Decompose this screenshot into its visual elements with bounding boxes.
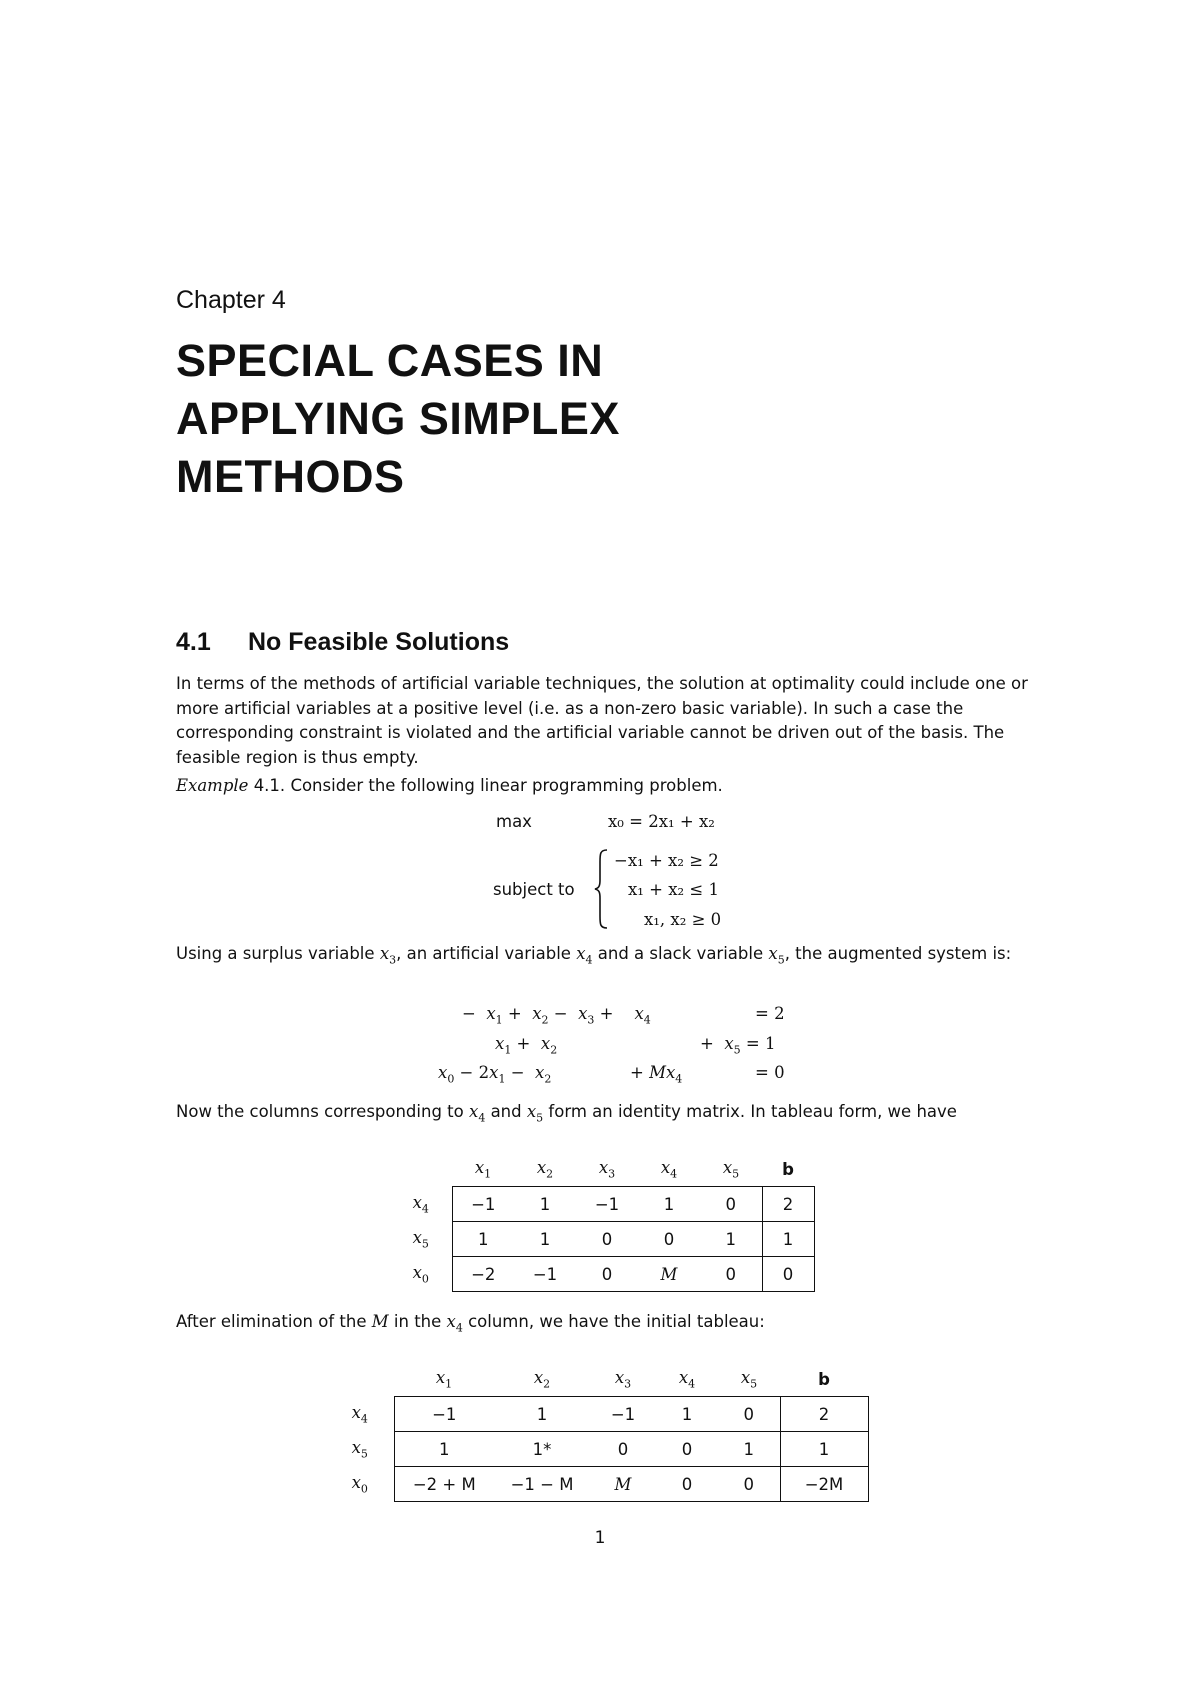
table-cell: 1 (394, 1432, 494, 1467)
table-row (338, 1432, 868, 1467)
table-cell: 0 (576, 1257, 638, 1292)
tableau-2 (338, 1362, 869, 1502)
table-cell-b: 1 (762, 1222, 814, 1257)
tableau-header: $x_5$ (722, 1157, 740, 1181)
table-cell: 0 (656, 1467, 718, 1502)
row-label: $x_5$ (412, 1227, 429, 1251)
page-number: 1 (594, 1528, 606, 1548)
example-line (176, 774, 1056, 799)
table-row (338, 1467, 868, 1502)
table-cell: −1 (576, 1187, 638, 1222)
table-cell-b: 2 (780, 1397, 868, 1432)
lp-max-label: max (496, 812, 532, 831)
table-cell: 1 (638, 1187, 700, 1222)
table-cell-b: −2M (780, 1467, 868, 1502)
table-cell: 0 (590, 1432, 656, 1467)
chapter-label: Chapter 4 (176, 286, 286, 314)
chapter-title (176, 332, 620, 506)
math-x4: $x_4$ (469, 1102, 486, 1125)
table-row (400, 1257, 814, 1292)
tableau-header: $x_2$ (533, 1367, 551, 1391)
now-paragraph (176, 1100, 1056, 1131)
augmented-eq-1: − $x_1 + x_2 - x_3$ + $x_4$ (462, 1004, 651, 1027)
table-cell: 0 (700, 1187, 762, 1222)
table-cell: M (590, 1467, 656, 1502)
text-run: After elimination of the (176, 1312, 367, 1331)
table-cell: 0 (576, 1222, 638, 1257)
example-text: Consider the following linear programming problem. (290, 776, 723, 795)
tableau-header: $x_4$ (660, 1157, 678, 1181)
augmented-eq-3: $x_0 - 2x_1 - x_2$ (438, 1063, 552, 1086)
table-cell: 0 (718, 1397, 780, 1432)
table-cell: −1 − M (494, 1467, 590, 1502)
math-x4: $x_4$ (446, 1312, 463, 1335)
table-cell-b: 0 (762, 1257, 814, 1292)
tableau-header: b (782, 1159, 794, 1179)
table-cell: 1 (452, 1222, 514, 1257)
table-cell-pivot: 1* (494, 1432, 590, 1467)
lp-subject-label: subject to (493, 880, 575, 899)
row-label: $x_4$ (412, 1192, 429, 1216)
chapter-title-line: SPECIAL CASES IN (176, 335, 604, 386)
lp-constraint: x₁ + x₂ ≤ 1 (628, 880, 719, 899)
table-cell: −2 (452, 1257, 514, 1292)
tableau-header: $x_3$ (614, 1367, 632, 1391)
table-cell: −2 + M (394, 1467, 494, 1502)
augmented-eq-2: $x_1 + x_2$ (495, 1034, 558, 1057)
augmented-rhs-3: = 0 (755, 1063, 785, 1082)
row-label: $x_4$ (351, 1402, 368, 1426)
chapter-title-line: METHODS (176, 451, 405, 502)
tableau-header: $x_1$ (474, 1157, 492, 1181)
table-cell: 1 (718, 1432, 780, 1467)
section-title: No Feasible Solutions (248, 628, 510, 656)
table-cell: 1 (700, 1222, 762, 1257)
table-cell: 0 (718, 1467, 780, 1502)
text-run: and a slack variable (597, 944, 764, 963)
augmented-rhs-1: = 2 (755, 1004, 785, 1023)
table-cell-b: 2 (762, 1187, 814, 1222)
tableau-header: $x_5$ (740, 1367, 758, 1391)
section-heading (176, 628, 509, 657)
table-cell: 1 (656, 1397, 718, 1432)
table-row (338, 1397, 868, 1432)
text-run: column, we have the initial tableau: (468, 1312, 765, 1331)
table-cell-b: 1 (780, 1432, 868, 1467)
text-run: form an identity matrix. In tableau form, we have (548, 1102, 957, 1121)
tableau-header: b (818, 1369, 830, 1389)
chapter-title-line: APPLYING SIMPLEX (176, 393, 620, 444)
math-x5: $x_5$ (526, 1102, 544, 1125)
text-run: , an artificial variable (396, 944, 571, 963)
example-number: 4.1. (253, 776, 286, 795)
table-cell: 1 (514, 1187, 576, 1222)
lp-objective: x₀ = 2x₁ + x₂ (608, 812, 715, 831)
augmented-eq-2-slack: + $x_5 = 1$ (700, 1034, 776, 1057)
table-cell: 0 (700, 1257, 762, 1292)
tableau-header: $x_2$ (536, 1157, 554, 1181)
constraint-brace (594, 848, 610, 930)
augmented-eq-3-m: + $Mx_4$ (630, 1063, 683, 1086)
table-cell: 1 (494, 1397, 590, 1432)
math-x5: $x_5$ (768, 944, 785, 967)
text-run: , the augmented system is: (784, 944, 1012, 963)
table-cell: −1 (514, 1257, 576, 1292)
math-x4: $x_4$ (576, 944, 593, 967)
table-cell: −1 (394, 1397, 494, 1432)
example-label: Example (176, 776, 249, 795)
text-run: and (490, 1102, 522, 1121)
table-row (400, 1222, 814, 1257)
table-cell: 1 (514, 1222, 576, 1257)
table-cell: M (638, 1257, 700, 1292)
tableau-header: $x_3$ (598, 1157, 616, 1181)
table-cell: −1 (452, 1187, 514, 1222)
table-row (400, 1187, 814, 1222)
table-cell: 0 (656, 1432, 718, 1467)
math-x3: $x_3$ (379, 944, 397, 967)
intro-paragraph: In terms of the methods of artificial variable techniques, the solution at optimality could include one or more artificial variables at a positive level (i.e. as a non-zero basic variable). In such a case the corresponding constraint is violated and the artificial variable cannot be driven out of the basis. The feasible region is thus empty. (176, 674, 1028, 767)
row-label: $x_5$ (351, 1437, 368, 1461)
surplus-paragraph (176, 942, 1056, 973)
row-label: $x_0$ (412, 1262, 429, 1286)
table-cell: 0 (638, 1222, 700, 1257)
tableau-1 (400, 1152, 815, 1292)
text-run: Using a surplus variable (176, 944, 375, 963)
text-run: in the (393, 1312, 442, 1331)
text-run: Now the columns corresponding to (176, 1102, 464, 1121)
tableau-header: $x_4$ (678, 1367, 696, 1391)
table-cell: −1 (590, 1397, 656, 1432)
row-label: $x_0$ (351, 1472, 368, 1496)
math-m: M (371, 1312, 389, 1331)
tableau-header: $x_1$ (435, 1367, 453, 1391)
after-paragraph (176, 1310, 1056, 1341)
lp-constraint: −x₁ + x₂ ≥ 2 (614, 851, 719, 870)
lp-constraint: x₁, x₂ ≥ 0 (644, 910, 722, 929)
section-number: 4.1 (176, 628, 211, 656)
